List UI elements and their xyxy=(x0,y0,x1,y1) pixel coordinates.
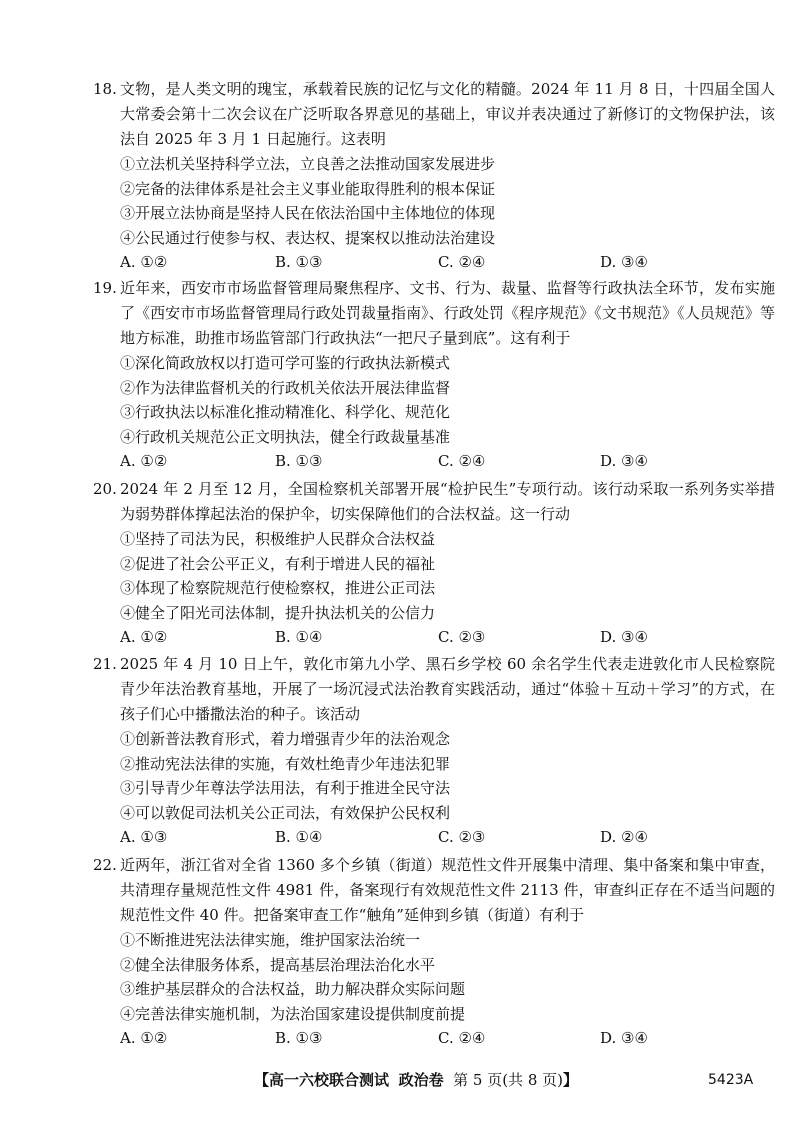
choice-b: B. ①④ xyxy=(275,628,323,647)
statement-4: ④完善法律实施机制，为法治国家建设提供制度前提 xyxy=(120,1004,466,1023)
question-20 xyxy=(93,477,775,650)
choice-a: A. ①② xyxy=(120,1029,168,1048)
question-stem: 近两年，浙江省对全省 1360 多个乡镇（街道）规范性文件开展集中清理、集中备案和集中审查，共清理存量规范性文件 4981 件，备案现行有效规范性文件 2113 件，审查纠正存在不适当问题的规范性文件 40 件。把备案审查工作“触角”延伸到乡镇（街道）有利于 xyxy=(120,856,775,924)
choice-a: A. ①② xyxy=(120,452,168,471)
statement-2: ②健全法律服务体系，提高基层治理法治化水平 xyxy=(120,955,436,974)
statement-3: ③体现了检察院规范行使检察权，推进公正司法 xyxy=(120,579,436,598)
choice-d: D. ③④ xyxy=(600,253,648,272)
statement-4: ④可以敦促司法机关公正司法，有效保护公民权利 xyxy=(120,803,451,822)
footer-bracket-close: 】 xyxy=(563,1071,579,1089)
statement-4: ④行政机关规范公正文明执法，健全行政裁量基准 xyxy=(120,427,451,446)
answer-choices xyxy=(120,449,775,474)
statement-2: ②推动宪法法律的实施，有效杜绝青少年违法犯罪 xyxy=(120,754,451,773)
statement-1: ①创新普法教育形式，着力增强青少年的法治观念 xyxy=(120,730,451,748)
choice-d: D. ③④ xyxy=(600,1029,648,1048)
answer-choices xyxy=(120,1026,775,1051)
question-stem: 2024 年 2 月至 12 月，全国检察机关部署开展“检护民生”专项行动。该行动采取一系列务实举措为弱势群体撑起法治的保护伞，切实保障他们的合法权益。这一行动 xyxy=(120,480,775,523)
choice-b: B. ①③ xyxy=(275,452,323,471)
question-19 xyxy=(93,276,775,474)
statement-2: ②完备的法律体系是社会主义事业能取得胜利的根本保证 xyxy=(120,179,496,198)
statement-1: ①不断推进宪法法律实施，维护国家法治统一 xyxy=(120,931,421,949)
statement-1: ①深化简政放权以打造可学可鉴的行政执法新模式 xyxy=(120,354,451,372)
page-footer xyxy=(0,1067,800,1093)
question-18 xyxy=(93,77,775,275)
answer-choices xyxy=(120,625,775,650)
choice-b: B. ①③ xyxy=(275,253,323,272)
question-number: 21. xyxy=(93,655,117,673)
question-22 xyxy=(93,853,775,1051)
statement-2: ②促进了社会公平正义，有利于增进人民的福祉 xyxy=(120,554,436,573)
choice-d: D. ②④ xyxy=(600,828,648,847)
statement-4: ④健全了阳光司法体制，提升执法机关的公信力 xyxy=(120,603,436,622)
paper-code: 5423A xyxy=(708,1072,754,1088)
question-number: 19. xyxy=(93,279,117,297)
answer-choices xyxy=(120,825,775,850)
choice-b: B. ①③ xyxy=(275,1029,323,1048)
footer-title xyxy=(254,1067,578,1093)
choice-c: C. ②④ xyxy=(438,1029,486,1048)
choice-d: D. ③④ xyxy=(600,628,648,647)
choice-d: D. ③④ xyxy=(600,452,648,471)
answer-choices xyxy=(120,250,775,275)
footer-bracket-open: 【 xyxy=(254,1071,270,1089)
question-stem: 文物，是人类文明的瑰宝，承载着民族的记忆与文化的精髓。2024 年 11 月 8 日，十四届全国人大常委会第十二次会议在广泛听取各界意见的基础上，审议并表决通过了新修订的文物保护法，该法自 2025 年 3 月 1 日起施行。这表明 xyxy=(120,80,775,148)
question-number: 20. xyxy=(93,480,117,498)
statement-3: ③引导青少年尊法学法用法，有利于推进全民守法 xyxy=(120,779,451,798)
statement-2: ②作为法律监督机关的行政机关依法开展法律监督 xyxy=(120,378,451,397)
choice-c: C. ②③ xyxy=(438,828,486,847)
statement-3: ③开展立法协商是坚持人民在依法治国中主体地位的体现 xyxy=(120,204,496,223)
footer-subject: 政治卷 xyxy=(398,1071,444,1089)
choice-b: B. ①④ xyxy=(275,828,323,847)
choice-c: C. ②④ xyxy=(438,253,486,272)
choice-a: A. ①③ xyxy=(120,828,168,847)
footer-page-info: 第 5 页(共 8 页) xyxy=(453,1071,564,1089)
question-stem: 近年来，西安市市场监督管理局聚焦程序、文书、行为、裁量、监督等行政执法全环节，发布实施了《西安市市场监督管理局行政处罚裁量指南》、行政处罚《程序规范》《文书规范》《人员规范》等地方标准，助推市场监管部门行政执法“一把尺子量到底”。这有利于 xyxy=(120,279,775,347)
choice-a: A. ①② xyxy=(120,628,168,647)
question-stem: 2025 年 4 月 10 日上午，敦化市第九小学、黑石乡学校 60 余名学生代表走进敦化市人民检察院青少年法治教育基地，开展了一场沉浸式法治教育实践活动，通过“体验＋互动＋学习”的方式，在孩子们心中播撒法治的种子。该活动 xyxy=(120,655,775,723)
question-21 xyxy=(93,652,775,850)
statement-1: ①坚持了司法为民，积极维护人民群众合法权益 xyxy=(120,530,436,548)
statement-3: ③行政执法以标准化推动精准化、科学化、规范化 xyxy=(120,403,451,422)
statement-4: ④公民通过行使参与权、表达权、提案权以推动法治建设 xyxy=(120,228,496,247)
footer-exam-name: 高一六校联合测试 xyxy=(269,1071,390,1089)
statement-3: ③维护基层群众的合法权益，助力解决群众实际问题 xyxy=(120,980,466,999)
statement-1: ①立法机关坚持科学立法，立良善之法推动国家发展进步 xyxy=(120,155,496,173)
choice-c: C. ②③ xyxy=(438,628,486,647)
question-number: 18. xyxy=(93,80,117,98)
question-number: 22. xyxy=(93,856,117,874)
choice-a: A. ①② xyxy=(120,253,168,272)
choice-c: C. ②④ xyxy=(438,452,486,471)
